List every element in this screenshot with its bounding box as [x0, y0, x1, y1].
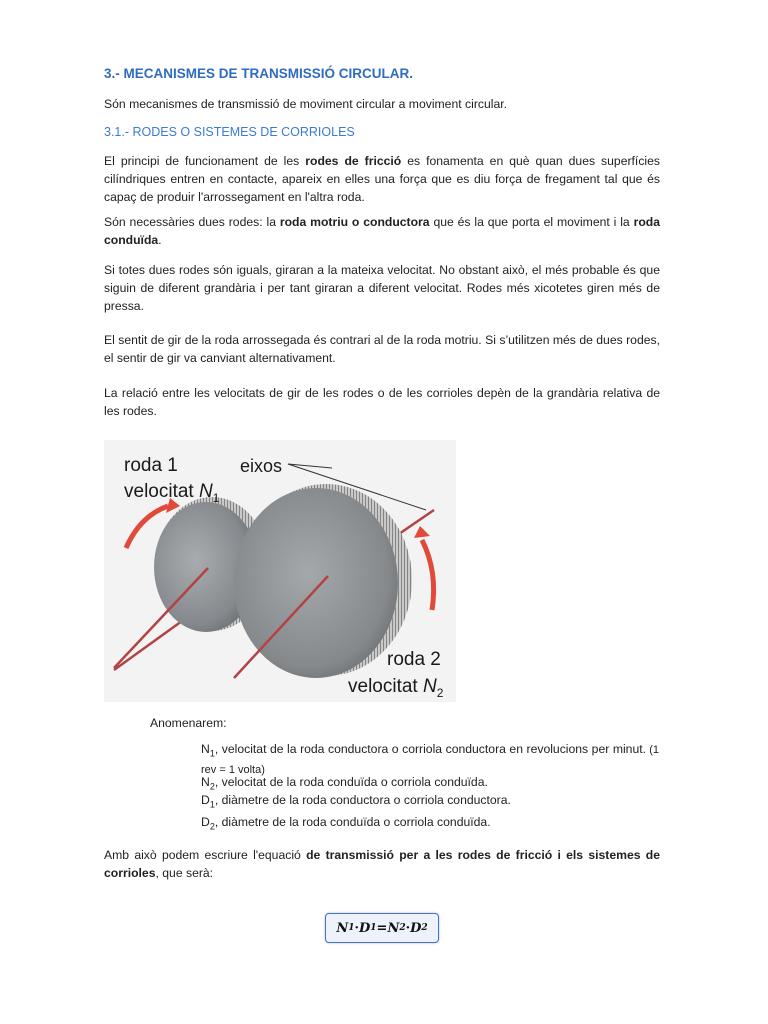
formula-n2: N	[387, 920, 400, 936]
transmission-equation	[325, 913, 439, 943]
text: , diàmetre de la roda conduïda o corriola conduïda.	[214, 815, 491, 829]
intro-paragraph: Són mecanismes de transmissió de moviment circular a moviment circular.	[104, 97, 508, 111]
formula-d2: D	[410, 920, 422, 936]
paragraph-speeds: Si totes dues rodes són iguals, giraran a la mateixa velocitat. No obstant això, el més probable és que siguin de diferent grandària i per tant giraran a diferent velocitat. Rodes més xicotetes giren més de pressa.	[104, 263, 660, 313]
paragraph-wheels	[104, 213, 660, 249]
section-heading: 3.- MECANISMES DE TRANSMISSIÓ CIRCULAR.	[104, 66, 414, 81]
bold-term: roda motriu o conductora	[279, 215, 430, 229]
anomenarem-label: Anomenarem:	[150, 716, 227, 730]
text: Són necessàries dues rodes: la	[104, 215, 280, 229]
paragraph-equation-intro	[104, 846, 660, 882]
subscript: 2	[209, 821, 215, 832]
note: (1 rev = 1 volta)	[201, 744, 659, 777]
formula-d1: D	[359, 920, 371, 936]
text: , velocitat de la roda conductora o corriola conductora en revolucions per minut.	[214, 742, 647, 756]
text: , velocitat de la roda conduïda o corriola conduïda.	[214, 775, 488, 789]
n2-symbol: N	[422, 676, 437, 697]
formula-sub: 2	[421, 923, 428, 933]
paragraph-principle	[104, 152, 660, 206]
definition-d2	[201, 814, 659, 834]
formula-sub: 1	[370, 923, 377, 933]
text: , diàmetre de la roda conductora o corriola conductora.	[214, 793, 511, 807]
text: .	[158, 233, 162, 247]
symbol: D	[201, 815, 210, 829]
friction-wheels-figure	[104, 440, 456, 702]
velocitat-text: velocitat	[124, 481, 194, 502]
bold-term: roda conduïda	[104, 215, 660, 247]
velocitat2-label	[348, 676, 444, 700]
symbol: N	[201, 775, 210, 789]
paragraph-direction: El sentit de gir de la roda arrossegada és contrari al de la roda motriu. Si s’utilitzen més de dues rodes, el sentir de gir va canviant alternativament.	[104, 333, 660, 365]
n2-subscript: 2	[436, 686, 444, 700]
formula-dot: ·	[354, 920, 359, 936]
roda1-label: roda 1	[124, 455, 178, 476]
definition-n1	[201, 741, 659, 778]
text: es fonamenta en què quan dues superfícies cilíndriques entren en contacte, apareix en elles una força que es diu força de fregament tal que és capaç de produir l'arrossegament en l'altra roda.	[104, 154, 660, 204]
subsection-heading: 3.1.- RODES O SISTEMES DE CORRIOLES	[104, 125, 355, 139]
paragraph-relation: La relació entre les velocitats de gir de les rodes o de les corrioles depèn de la grandària relativa de les rodes.	[104, 386, 660, 418]
formula-sub: 2	[399, 923, 406, 933]
formula-dot: ·	[405, 920, 411, 936]
subscript: 2	[209, 781, 215, 792]
symbol: D	[201, 793, 210, 807]
text: Amb això podem escriure l'equació	[104, 848, 307, 862]
subscript: 1	[209, 799, 215, 810]
n1-symbol: N	[198, 481, 213, 502]
text: que és la que porta el moviment i la	[429, 215, 634, 229]
friction-wheels-illustration	[104, 440, 456, 702]
symbol: N	[201, 742, 210, 756]
formula-sub: 1	[348, 923, 355, 933]
bold-term: rodes de fricció	[305, 154, 402, 168]
formula-equals: =	[376, 920, 388, 936]
text: El principi de funcionament de les	[104, 154, 306, 168]
velocitat1-label	[124, 481, 220, 505]
definition-d1	[201, 792, 659, 812]
n1-subscript: 1	[212, 491, 220, 505]
subscript: 1	[209, 748, 215, 759]
velocitat-text: velocitat	[348, 676, 418, 697]
formula-n1: N	[336, 920, 349, 936]
bold-term: de transmissió per a les rodes de fricció i els sistemes de corrioles	[104, 848, 661, 880]
text: , que serà:	[155, 866, 214, 880]
roda2-label: roda 2	[387, 649, 441, 670]
eixos-label: eixos	[240, 456, 283, 476]
